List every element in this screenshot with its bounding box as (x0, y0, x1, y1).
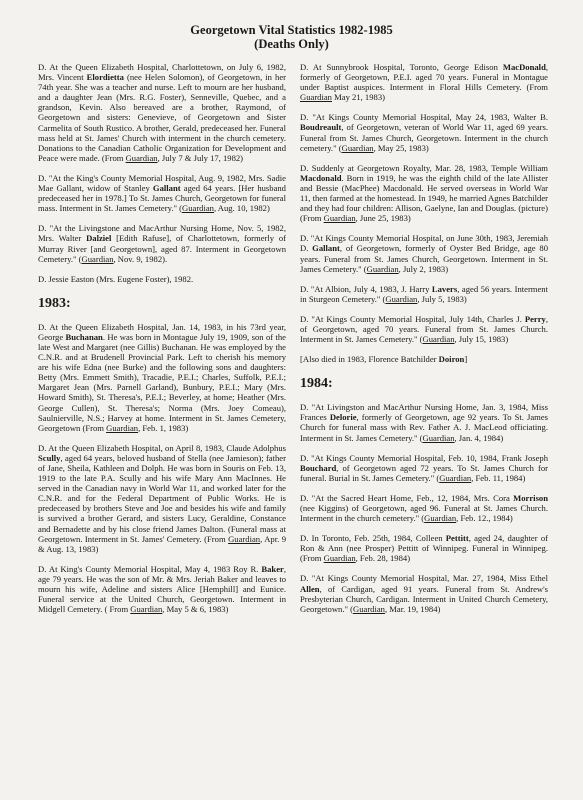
death-notice-entry (38, 62, 286, 163)
surname: MacDonald (502, 62, 546, 72)
entry-text (300, 62, 548, 102)
entry-text-segment: D. At the Queen Elizabeth Hospital, Charlottetown, on July 6, 1982, Mrs. Vincent (38, 62, 286, 83)
title-line-1: Georgetown Vital Statistics 1982-1985 (190, 23, 393, 37)
entry-text-segment: , June 25, 1983) (355, 213, 411, 224)
entry-text-segment: , aged 24, daughter of Ron & Ann (nee Prosper) Pettitt of Winnipeg. Funeral in Winnipeg. (From (300, 533, 548, 564)
entry-text-segment: , of Georgetown, formerly of Oyster Bed Bridge, age 80 years. Funeral from St. James Church, Georgetown. Interment in St. James Cemetery." ( (300, 243, 548, 274)
entry-text-segment: D. "At Kings County Memorial Hospital, Feb. 10, 1984, Frank Joseph (300, 452, 548, 463)
entry-text-segment: , July 5, 1983) (417, 293, 467, 304)
source-citation: Guardian (439, 472, 472, 483)
entry-text-segment: D. "At Livingston and MacArthur Nursing Home, Jan. 3, 1984, Miss Frances (300, 402, 548, 423)
entry-text-segment: D. Jessie Easton (Mrs. Eugene Foster), 1982. (38, 273, 194, 284)
entry-text-segment: , May 5 & 6, 1983) (162, 604, 229, 615)
death-notice-entry (300, 493, 548, 523)
entry-text-segment: , aged 64 years, beloved husband of Stella (nee Jamieson); father of Jane, Sheila, Kathleen and Dolph. He was born in Souris on Feb. 13, 1919 to the late P.A. Scully and his wife Mary Ann MacInnes. He served in the Canadian navy in World War 11, and worked later for the C.N.R. and for the Federal Department of Public Works. He is predeceased by brothers Steve and Joe and besides his wife and family is survived a brother Gerard, and sisters Lucy, Geraldine, Constance and Bernadette and by his close friend James Dalton. (Funeral mass at Georgetown. Interment in St. James' Cemetery. (From (38, 452, 286, 544)
entry-text-segment: , formerly of Georgetown, P.E.I. aged 70 years. Funeral in Montague under Baptist auspices. Interment in Floral Hills Cemetery. (From (300, 62, 548, 93)
entry-text-segment: , May 25, 1983) (373, 142, 429, 153)
death-notice-entry (38, 173, 286, 213)
entry-text-segment: , Jan. 4, 1984) (454, 432, 504, 443)
entry-text-segment: , formerly of Georgetown, age 92 years. To St. James Church for funeral mass with Rev. Father A. J. MacLeod officiating. Interment in St. James Cemetery." ( (300, 412, 549, 443)
source-citation: Guardian (125, 152, 158, 163)
death-notice-entry (300, 314, 548, 344)
entry-text-segment: , July 7 & July 17, 1982) (157, 152, 244, 163)
entry-text (300, 354, 548, 364)
death-notice-entry (38, 322, 286, 433)
death-notice-entry (300, 284, 548, 304)
surname: Dalziel (86, 233, 112, 244)
entry-text-segment: , Apr. 9 & Aug. 13, 1983) (38, 533, 286, 554)
entry-text (38, 62, 286, 163)
entry-text (300, 493, 548, 523)
entry-text-segment: , of Georgetown, veteran of World War 11, aged 69 years. Funeral from St. James Church, Georgetown. Interment in the church cemetery." ( (300, 122, 548, 153)
entry-text-segment: , Aug. 10, 1982) (213, 203, 270, 214)
entry-text-segment: D. At King's County Memorial Hospital, May 4, 1983 Roy R. (38, 563, 262, 574)
entry-text (38, 322, 286, 433)
source-citation: Guardian (130, 604, 163, 615)
source-citation: Guardian (366, 263, 399, 274)
entry-text-segment: D. Suddenly at Georgetown Royalty, Mar. 28, 1983, Temple William (300, 162, 548, 173)
left-column (38, 62, 286, 624)
death-notice-entry (38, 223, 286, 263)
entry-text-segment: (nee Kiggins) of Georgetown, aged 96. Funeral at St. James Church. Interment in the church cemetery." ( (300, 503, 548, 524)
entry-text-segment: D. In Toronto, Feb. 25th, 1984, Colleen (300, 533, 446, 544)
death-notice-entry (38, 443, 286, 554)
entry-text (38, 274, 286, 284)
source-citation: Guardian (300, 92, 332, 103)
surname: Delorie (329, 412, 357, 423)
surname: Elordietta (86, 72, 124, 83)
death-notice-entry (300, 354, 548, 364)
source-citation: Guardian (106, 422, 139, 433)
surname: Perry (524, 313, 546, 324)
entry-text-segment: , of Georgetown aged 72 years. To St. James Church for funeral. Burial in St. James Cemetery." ( (300, 462, 548, 483)
entry-text-segment: D. At the Queen Elizabeth Hospital, Jan. 14, 1983, in his 73rd year, George (38, 321, 286, 342)
source-citation: Guardian (228, 533, 261, 544)
surname: Bouchard (300, 462, 337, 473)
year-heading: 1984: (300, 376, 333, 392)
entry-text (38, 173, 286, 213)
death-notice-entry (300, 533, 548, 563)
death-notice-entry (300, 112, 548, 152)
entry-text-segment: , Feb. 12., 1984) (456, 513, 513, 524)
entry-text-segment: D. "At Albion, July 4, 1983, J. Harry (300, 283, 432, 294)
entry-text-segment: D. "At the King's County Memorial Hospital, Aug. 9, 1982, Mrs. Sadie Mae Gallant, widow of Stanley (38, 172, 286, 194)
entry-text-segment: D. "At Kings County Memorial Hospital, on June 30th, 1983, Jeremiah D. (300, 233, 548, 254)
source-citation: Guardian (182, 203, 214, 214)
death-notice-entry (300, 453, 548, 483)
entry-text (300, 573, 548, 613)
source-citation: Guardian (422, 334, 455, 345)
surname: Pettitt (445, 533, 469, 544)
entry-text-segment: . He was born in Montague July 19, 1909, son of the late West and Margaret (nee Gillis) Buchanan. He was employed by the C.N.R. and at Brudenell Provincial Park. Left to cherish his memory are his wife Edna (nee Burke) and the following sons and daughters: Betty (Mrs. Emmett Smith), Tracadie, P.E.I.; Charles, Suffolk, P.E.I.; Margaret Jean (Mrs. Parnell Garland), Bunbury, P.E.I.; Mary (Mrs. Howard Smith), St. Theresa's, P.E.I.; Beverley, at home; Heather (Mrs. George Cullen), St. Theresa's; Norma (Mrs. Joey Comeau), Saulnierville, N.S.; Harvey at home. Interment in St. James Cemetery, Georgetown (From (38, 331, 286, 433)
entry-text (300, 233, 548, 273)
page-title (0, 23, 583, 51)
title-line-2: (Deaths Only) (254, 37, 329, 51)
source-citation: Guardian (422, 432, 455, 443)
right-column (300, 62, 548, 624)
entry-text-segment: , Feb. 11, 1984) (471, 472, 526, 483)
surname: Boudreault (300, 122, 342, 133)
entry-text (300, 314, 548, 344)
entry-text (300, 402, 548, 442)
surname: Buchanan (65, 331, 103, 342)
source-citation: Guardian (323, 553, 356, 564)
entry-text-segment: D. "At Kings County Memorial Hospital, Mar. 27, 1984, Miss Ethel (300, 573, 548, 584)
death-notice-entry (300, 163, 548, 224)
entry-text-segment: , Nov. 9, 1982). (113, 253, 168, 264)
surname: Gallant (312, 243, 340, 254)
entry-text (38, 443, 286, 554)
entry-text-segment: (nee Helen Solomon), of Georgetown, in her 74th year. She was a teacher and nurse. Left to mourn are her husband, and a daughter Jean (Mrs. R.G. Foster), Senneville, Quebec, and a grandson, Kevin. Also bereaved are a brother, Raymond, of Georgetown and sisters: Genevieve, of Georgetown and Sister Carmelita of South Rustico. A brother, Gerald, predeceased her. Funeral mass held at St. James' Church with interment in the church cemetery. Donations to the Canadian Catholic Organization for Development and Peace were made. (From (38, 72, 287, 163)
entry-text (300, 533, 548, 563)
entry-text-segment: [Also died in 1983, Florence Batchilder (300, 354, 439, 365)
surname: Scully (38, 452, 61, 463)
entry-text-segment: [Edith Rafuse], of Charlottetown, formerly of Murray River [and Georgetown], aged 87. Interment in Georgetown Cemetery." ( (38, 233, 286, 264)
entry-text-segment: , July 15, 1983) (454, 334, 509, 345)
entry-text-segment: D. At Sunnybrook Hospital, Toronto, George Edison (300, 62, 503, 72)
surname: Allen (300, 583, 320, 594)
death-notice-entry (300, 233, 548, 273)
source-citation: Guardian (385, 293, 418, 304)
death-notice-entry (300, 573, 548, 613)
entry-text-segment: , July 2, 1983) (398, 263, 449, 274)
source-citation: Guardian (424, 513, 457, 524)
surname: Baker (261, 563, 284, 574)
source-citation: Guardian (341, 142, 374, 153)
entry-text-segment: , Feb. 28, 1984) (355, 553, 411, 564)
entry-text-segment: D. "At the Livingstone and MacArthur Nursing Home, Nov. 5, 1982, Mrs. Walter (38, 223, 286, 244)
entry-text-segment: , Feb. 1, 1983) (138, 422, 189, 433)
entry-text-segment: May 21, 1983) (331, 92, 385, 103)
entry-text-segment: , aged 56 years. Interment in Sturgeon Cemetery." ( (300, 283, 548, 304)
source-citation: Guardian (353, 603, 385, 614)
surname: Lavers (431, 283, 458, 294)
entry-text (38, 564, 286, 614)
entry-text-segment: D. "At the Sacred Heart Home, Feb., 12, 1984, Mrs. Cora (300, 492, 514, 503)
entry-text-segment: D. "At Kings County Memorial Hospital, July 14th, Charles J. (300, 313, 525, 324)
entry-text-segment: . Born in 1919, he was the eighth child of the late Allister and Bessie (MacPhee) Macdonald. He served overseas in World War 11, then farmed at the homestead. In 1949, he married Agnes Batchilder and they had four children: Allison, Gaelyne, Ian and Douglas. (picture) (From (300, 172, 548, 224)
entry-text (300, 112, 548, 152)
entry-text-segment: aged 64 years. [Her husband predeceased her in 1978.] To St. James Church, Georgetown for funeral mass. Interment in St. James Cemetery." ( (38, 183, 286, 214)
entry-text-segment: , of Cardigan, aged 91 years. Funeral from St. Andrew's Presbyterian Church, Cardigan. Interment in United Church Cemetery, Georgetown." ( (300, 583, 548, 614)
entry-text-segment: , age 79 years. He was the son of Mr. & Mrs. Jeriah Baker and leaves to mourn his wife, Adeline and sisters Alice [Hemphill] and Eunice. Funeral service at the United Church, Georgetown. Interment in Midgell Cemetery. ( From (38, 563, 286, 615)
entry-text (38, 223, 286, 263)
death-notice-entry (38, 274, 286, 284)
death-notice-entry (300, 62, 548, 102)
source-citation: Guardian (323, 213, 356, 224)
surname: Doiron (438, 354, 465, 365)
entry-text-segment: D. "At Kings County Memorial Hospital, May 24, 1983, Walter B. (300, 112, 548, 123)
entry-text (300, 284, 548, 304)
entry-text-segment: , of Georgetown, aged 70 years. Funeral from St. James Church. Interment in St. James Cemetery." ( (300, 313, 548, 345)
entry-text (300, 163, 548, 224)
entry-text (300, 453, 548, 483)
death-notice-entry (300, 402, 548, 442)
surname: Macdonald (300, 172, 342, 183)
year-heading: 1983: (38, 295, 71, 311)
surname: Gallant (152, 183, 181, 194)
entry-text-segment: , Mar. 19, 1984) (384, 603, 441, 614)
death-notice-entry (38, 564, 286, 614)
source-citation: Guardian (81, 253, 114, 264)
entry-text-segment: ] (464, 354, 468, 365)
entry-text-segment: D. At the Queen Elizabeth Hospital, on April 8, 1983, Claude Adolphus (38, 442, 286, 453)
surname: Morrison (513, 492, 548, 503)
